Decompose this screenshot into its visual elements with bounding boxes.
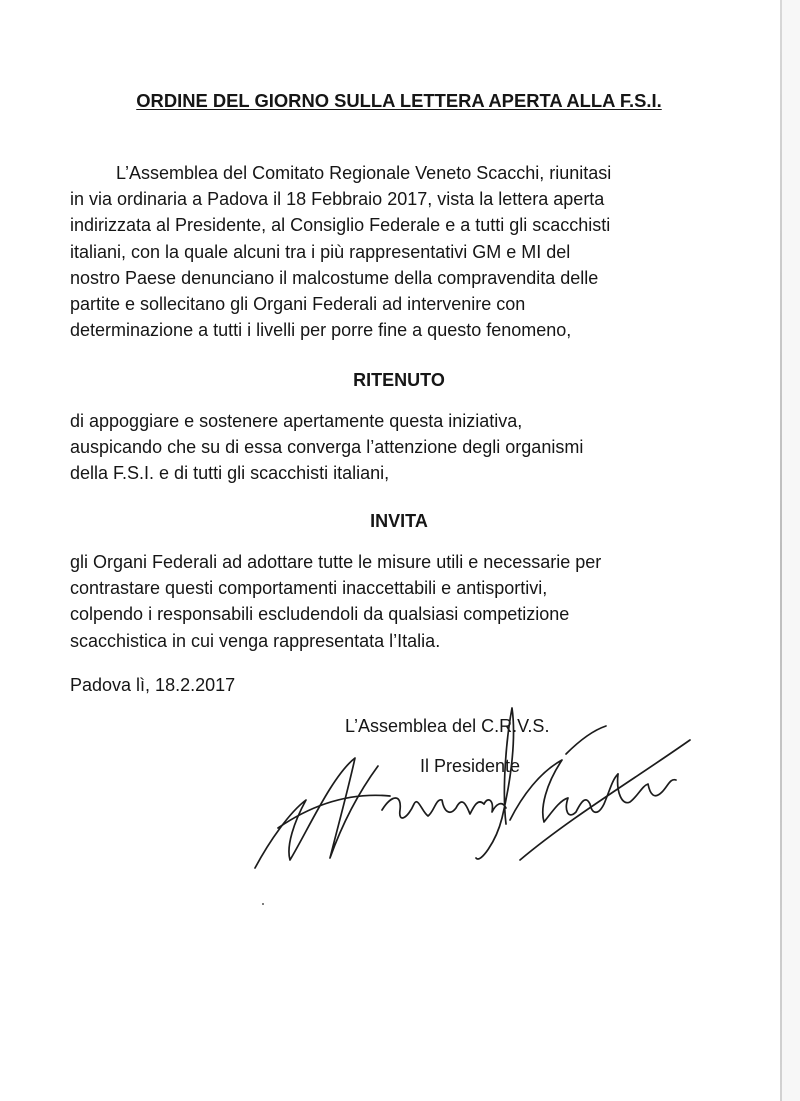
preamble-line: indirizzata al Presidente, al Consiglio Federale e a tutti gli scacchisti — [70, 215, 611, 236]
invita-line: colpendo i responsabili escludendoli da qualsiasi competizione — [70, 604, 570, 625]
preamble-line: nostro Paese denunciano il malcostume della compravendita delle — [70, 267, 599, 288]
paragraph-invita — [70, 549, 728, 654]
assembly-label: L’Assemblea del C.R.V.S. — [345, 716, 550, 736]
preamble-line: italiani, con la quale alcuni tra i più rappresentativi GM e MI del — [70, 241, 571, 262]
invita-line: contrastare questi comportamenti inaccettabili e antisportivi, — [70, 578, 548, 599]
page-edge — [780, 0, 782, 1101]
paragraph-ritenuto — [70, 408, 728, 487]
preamble-line: determinazione a tutti i livelli per porre fine a questo fenomeno, — [70, 320, 572, 341]
ritenuto-line: auspicando che su di essa converga l’attenzione degli organismi — [70, 437, 584, 458]
heading-invita: INVITA — [370, 511, 428, 531]
preamble-line: L’Assemblea del Comitato Regionale Veneto Scacchi, riunitasi — [116, 163, 612, 183]
place-date: Padova lì, 18.2.2017 — [70, 675, 236, 695]
preamble-line: partite e sollecitano gli Organi Federali ad intervenire con — [70, 294, 526, 315]
invita-line: scacchistica in cui venga rappresentata l’Italia. — [70, 630, 441, 651]
document-title: ORDINE DEL GIORNO SULLA LETTERA APERTA ALLA F.S.I. — [136, 90, 662, 111]
preamble-line: in via ordinaria a Padova il 18 Febbraio 2017, vista la lettera aperta — [70, 189, 605, 210]
page-margin-shadow — [782, 0, 800, 1101]
paper-speck — [262, 903, 264, 905]
president-label: Il Presidente — [420, 756, 521, 776]
handwritten-signature — [250, 700, 700, 880]
invita-line: gli Organi Federali ad adottare tutte le misure utili e necessarie per — [70, 552, 602, 572]
paragraph-preamble — [70, 160, 728, 343]
heading-ritenuto: RITENUTO — [353, 370, 445, 390]
ritenuto-line: di appoggiare e sostenere apertamente questa iniziativa, — [70, 411, 523, 431]
ritenuto-line: della F.S.I. e di tutti gli scacchisti italiani, — [70, 463, 390, 484]
